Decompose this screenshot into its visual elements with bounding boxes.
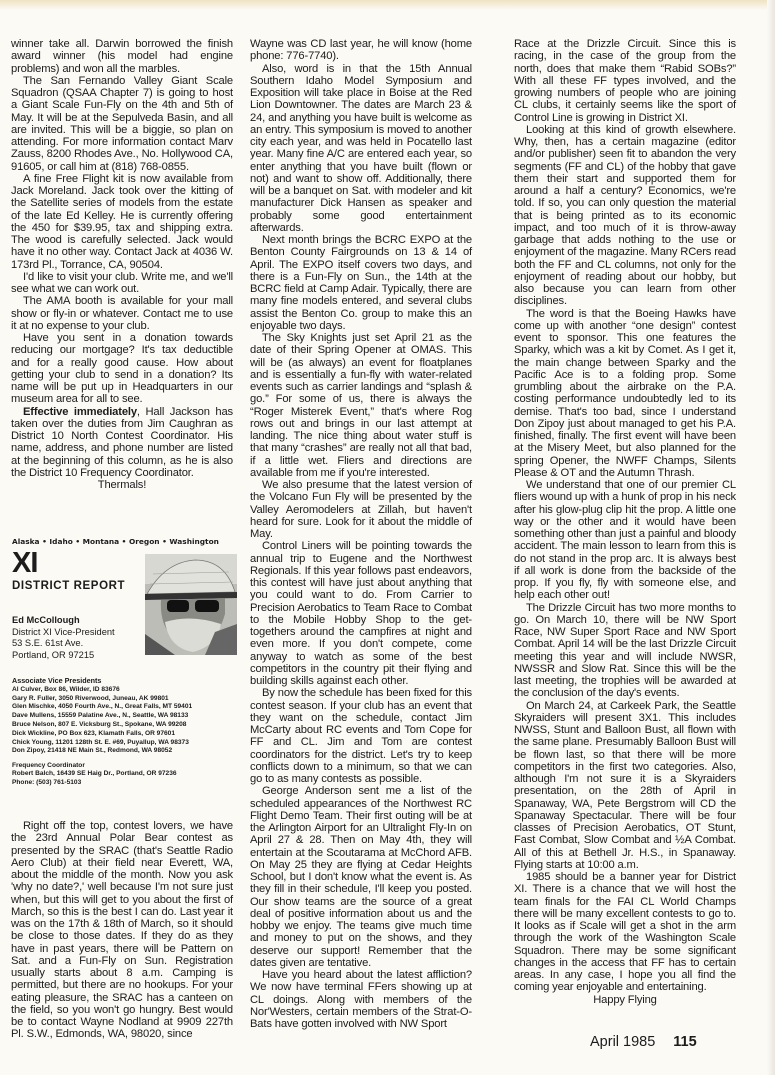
frequency-coordinator	[12, 762, 177, 787]
paragraph	[514, 124, 736, 308]
paragraph-text: The Sky Knights just set April 21 as the date of their Spring Opener at OMAS. This will be (as always) an event for floatplanes and is essentially a fun-fly with water-related events such as carrier landings and “splash & go.” For some of us, there is always the “Roger Misterek Event,” that's where Rog rows out and brings in our last attempt at landing. The nice thing about water stuff is that many “crashes” are really not all that bad, if a little wet. Fliers and directions are available from me if you're interested.	[250, 332, 472, 479]
paragraph	[250, 332, 472, 479]
paragraph-text: The AMA booth is available for your mall show or fly-in or whatever. Contact me to use it at no expense to your club.	[11, 295, 233, 332]
paragraph-text: Next month brings the BCRC EXPO at the Benton County Fairgrounds on 13 & 14 of April. The EXPO itself covers two days, and there is a Fun-Fly on Sun., the 14th at the BCRC field at Camp Adair. Typically, there are many fine models entered, and several clubs assist the Benton Co. group to make this an enjoyable two days.	[250, 234, 472, 332]
column-1-bottom	[11, 820, 233, 1041]
paragraph	[514, 479, 736, 602]
paragraph-text: On March 24, at Carkeek Park, the Seattle Skyraiders will present 3X1. This includes NWSS, Stunt and Balloon Bust, all flown with the same plane. Presumably Balloon Bust will be flown last, so that there will be more competitors in the first two categories. Also, although I'm not sure it is a Skyraiders presentation, on the 28th of April in Spanaway, WA, Pete Bergstrom will CD the Spanaway Spectacular. There will be four classes of Precision Aerobatics, OT Stunt, Fast Combat, Slow Combat and ½A Combat. All of this at Bethell Jr. H.S., in Spanaway. Flying starts at 10:00 a.m.	[514, 699, 736, 871]
paragraph-text: The Drizzle Circuit has two more months to go. On March 10, there will be NW Sport Race, NW Super Sport Race and NW Sport Combat. April 14 will be the last Drizzle Circuit meeting this year and will include NWSR, NWSSR and Slow Rat. Since this will be the last meeting, the trophies will be awarded at the conclusion of the day's events.	[514, 601, 736, 700]
paragraph	[250, 687, 472, 785]
page-footer	[590, 1034, 697, 1050]
paragraph-text: Have you sent in a donation towards reducing our mortgage? It's tax deductible and for a really good cause. How about getting your club to send in a donation? Its name will be put up in Headquarters in our museum area for all to see.	[11, 332, 233, 406]
paragraph-text: 1985 should be a banner year for District XI. There is a chance that we will host the team finals for the FAI CL World Champs there will be many excellent contests to go to. It looks as if Scale will get a shot in the arm through the work of the Washington Scale Squadron. There may be some significant changes in the access that FF has to certain areas. In any case, I hope you all find the coming year enjoyable and entertaining.	[514, 871, 736, 994]
paragraph	[250, 38, 472, 63]
paragraph	[11, 271, 233, 296]
paragraph-text: I'd like to visit your club. Write me, and we'll see what we can work out.	[11, 270, 233, 295]
associate-item: Don Zipoy, 21418 NE Main St., Redmond, WA 98052	[12, 747, 173, 755]
paragraph-text: The word is that the Boeing Hawks have come up with another “one design” contest event to sponsor. This one features the Sparky, which was a kit by Comet. As I get it, the main change between Sparky and the Pacific Ace is to a folding prop. Some grumbling about the airbrake on the P.A. costing performance undoubtedly led to its demise. That's too bad, since I understand Don Zipoy just about managed to get his P.A. finished, finally. The first event will have been at the Misery Meet, but also planned for the spring Opener, the NWFF Champs, Silents Please & OT and the Autumn Thrash.	[514, 307, 736, 479]
paragraph-text: Looking at this kind of growth elsewhere. Why, then, has a certain magazine (editor and/or publisher) seen fit to abandon the very segments (FF and CL) of the hobby that gave them their start and supported them for around a half a century? Economics, we're told. If so, you can only question the material that is being printed as to its economic impact, and too much of it is throw-away garbage that adds nothing to the use or enjoyment of the magazine. Many RCers read both the FF and CL columns, not only for the enjoyment of reading about our hobby, but also because you can learn from other disciplines.	[514, 123, 736, 308]
column-2	[250, 38, 472, 1030]
paragraph	[514, 700, 736, 872]
frequency-address: Robert Balch, 16439 SE Haig Dr., Portland, OR 97236	[12, 770, 177, 778]
sign-off	[514, 994, 736, 1006]
paragraph-text: Right off the top, contest lovers, we have the 23rd Annual Polar Bear contest as presented by the SRAC (that's Seattle Radio Aero Club) at their field near Everett, WA, about the middle of the month. Now you ask 'why no date?,' well because I'm not sure just when, but this will get to you about the first of March, so this is the best I can do. Last year it was on the 17th & 18th of March, so it should be close to those dates. If they do as they have in past years, there will be Pattern on Sat. and a Fun-Fly on Sun. Registration usually starts about 8 a.m. Camping is permitted, but there are no hookups. For your eating pleasure, the SRAC has a canteen on the field, so you won't go hungry. Best would be to contact Wayne Nodland at 9909 227th Pl. S.W., Edmonds, WA, 98020, since	[11, 820, 233, 1041]
issue-date: April 1985	[590, 1034, 656, 1050]
paragraph	[250, 785, 472, 969]
frequency-heading: Frequency Coordinator	[12, 762, 85, 769]
paragraph	[250, 969, 472, 1030]
paragraph	[250, 63, 472, 235]
district-report-box	[11, 535, 241, 795]
district-report-title: DISTRICT REPORT	[12, 580, 126, 592]
paragraph	[11, 820, 233, 1041]
associate-item: Dave Mullens, 15559 Palatine Ave., N., Seattle, WA 98133	[12, 712, 189, 720]
sign-off	[11, 479, 233, 491]
vice-president-block	[12, 615, 115, 661]
vice-president-photo	[145, 554, 237, 655]
page-right-edge	[767, 0, 775, 1075]
paragraph-text: Also, word is in that the 15th Annual Southern Idaho Model Symposium and Exposition will take place in Boise at the Red Lion Downtowner. The dates are March 23 & 24, and anything you have built is welcome as an entry. This symposium is moved to another city each year, and was held in Pocatello last year. Many fine A/C are entered each year, so enter anything that you have built (flown or not) and want to show off. Additionally, there will be a banquet on Sat. with modeler and kit manufacturer Dick Hansen as speaker and probably some good entertainment afterwards.	[250, 62, 472, 234]
district-numeral: XI	[12, 547, 38, 579]
paragraph	[250, 540, 472, 687]
page-top-edge	[0, 0, 775, 10]
vp-title: District XI Vice-President	[12, 626, 115, 637]
paragraph-lead: Effective immediately	[23, 405, 137, 418]
paragraph	[514, 308, 736, 480]
paragraph-text: The San Fernando Valley Giant Scale Squadron (QSAA Chapter 7) is going to host a Giant Scale Fun-Fly on the 4th and 5th of May. It will be at the Sepulveda Basin, and all are invited. This will be a biggie, so plan on attending. For more information contact Marv Zauss, 8200 Rhodes Ave., No. Hollywood CA, 91605, or call him at (818) 768-0855.	[11, 74, 233, 173]
paragraph	[11, 75, 233, 173]
paragraph	[11, 332, 233, 406]
paragraph-text: By now the schedule has been fixed for this contest season. If your club has an event that they want on the schedule, contact Jim McCarty about RC events and Tom Cope for FF and CL. Jim and Tom are contest coordinators for the district. Let's try to keep conflicts down to a minimum, so that we can go to as many contests as possible.	[250, 687, 472, 785]
paragraph-text: winner take all. Darwin borrowed the finish award winner (his model had engine problems) and won all the marbles.	[11, 38, 233, 75]
paragraph-text: Happy Flying	[593, 993, 657, 1006]
associate-vps	[12, 677, 192, 756]
paragraph-text: Race at the Drizzle Circuit. Since this is racing, in the case of the group from the north, does that make them “Rabid SOBs?” With all these FF types involved, and the growing numbers of people who are joining CL clubs, it certainly seems like the sport of Control Line is growing in District XI.	[514, 38, 736, 124]
paragraph	[11, 295, 233, 332]
paragraph-text: A fine Free Flight kit is now available from Jack Moreland. Jack took over the kitting of the Satellite series of models from the estate of the late Ed Kelley. He is currently offering the 450 for $39.95, tax and shipping extra. The wood is carefully selected. Jack would have it no other way. Contact Jack at 4036 W. 173rd Pl., Torrance, CA, 90504.	[11, 172, 233, 271]
paragraph	[250, 479, 472, 540]
paragraph-text: Wayne was CD last year, he will know (home phone: 776-7740).	[250, 38, 472, 63]
page-number: 115	[673, 1034, 697, 1050]
paragraph	[250, 234, 472, 332]
vp-city: Portland, OR 97215	[12, 649, 95, 660]
paragraph-text: Thermals!	[97, 479, 147, 491]
paragraph-text: We also presume that the latest version of the Volcano Fun Fly will be presented by the Valley Aeromodelers at Zillah, but haven't heard for sure. Look for it about the middle of May.	[250, 479, 472, 540]
paragraph	[11, 38, 233, 75]
associate-item: Glen Mischke, 4050 Fourth Ave., N., Great Falls, MT 59401	[12, 703, 193, 711]
associate-item: Dick Wickline, PO Box 623, Klamath Falls, OR 97601	[12, 729, 176, 737]
paragraph	[514, 871, 736, 994]
associate-item: Al Culver, Box 86, Wilder, ID 83676	[12, 685, 120, 693]
paragraph	[514, 602, 736, 700]
frequency-phone: Phone: (503) 761-5103	[12, 778, 82, 786]
paragraph	[11, 406, 233, 480]
associate-item: Gary R. Fuller, 3050 Riverwood, Juneau, AK 99801	[12, 694, 169, 702]
paragraph	[11, 173, 233, 271]
column-1-top	[11, 38, 233, 491]
vp-name: Ed McCollough	[12, 615, 80, 625]
paragraph-text: George Anderson sent me a list of the scheduled appearances of the Northwest RC Flight Demo Team. Their first outing will be at the Arlington Airport for an Ultralight Fly-In on April 27 & 28. Then on May 4th, they will entertain at the Scoutarama at McChord AFB. On May 25 they are flying at Cedar Heights School, but I don't know what the event is. As they fill in their schedule, I'll keep you posted. Our show teams are the source of a great deal of positive information about us and the hobby we enjoy. The teams give much time and money to put on the shows, and they deserve our support! Remember that the dates given are tentative.	[250, 785, 472, 969]
paragraph-text: We understand that one of our premier CL fliers wound up with a hunk of prop in his neck after his glow-plug clip hit the prop. A little one way or the other and it would have been something other than just a painful and bloody accident. The main lesson to learn from this is do not stand in the prop arc. It is always best if all work is done from the backside of the prop. If you fly, fly with someone else, and help each other out!	[514, 479, 736, 602]
column-3	[514, 38, 736, 1006]
paragraph-text: , Hall Jackson has taken over the duties from Jim Caughran as District 10 North Contest Coordinator. His name, address, and phone number are listed at the beginning of this column, as he is also the District 10 Frequency Coordinator.	[11, 405, 233, 479]
associate-item: Bruce Nelson, 807 E. Vicksburg St., Spokane, WA 99208	[12, 720, 187, 728]
paragraph-text: Have you heard about the latest affliction? We now have terminal FFers showing up at CL doings. Along with members of the Nor'Westers, certain members of the Strat-O-Bats have gotten involved with NW Sport	[250, 969, 472, 1030]
associates-heading: Associate Vice Presidents	[12, 676, 102, 685]
associate-item: Chick Young, 11201 128th St. E. #69, Puyallup, WA 98373	[12, 738, 189, 746]
paragraph-text: Control Liners will be pointing towards the annual trip to Eugene and the Northwest Regionals. If this year follows past endeavors, this contest will have just about anything that you could want to do. From Carrier to Precision Aerobatics to Team Race to Combat to the Mobile Hobby Shop to the get-togethers around the campfires at night and even more. If you don't compete, come anyway to watch as some of the best competitors in the country pit their flying and building skills against each other.	[250, 540, 472, 687]
paragraph	[514, 38, 736, 124]
vp-street: 53 S.E. 61st Ave.	[12, 638, 84, 648]
district-states: Alaska • Idaho • Montana • Oregon • Washington	[12, 537, 219, 546]
